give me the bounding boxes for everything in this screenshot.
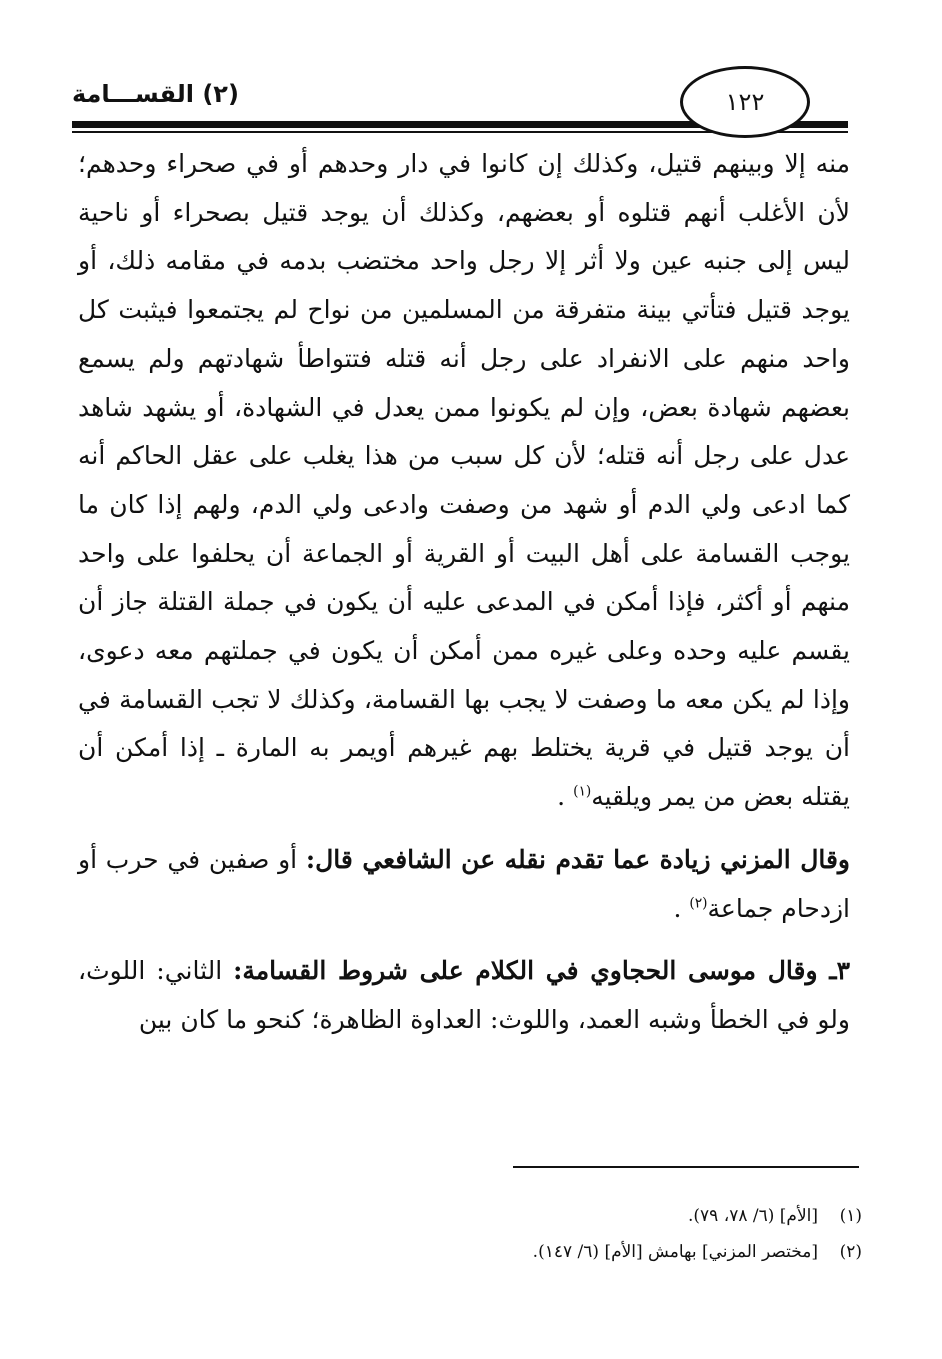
footnote-2-text: [مختصر المزني] بهامش [الأم] (٦/ ١٤٧). [532,1242,818,1262]
main-text [78,140,850,1045]
footnote-ref-1: (١) [573,783,592,800]
paragraph-2-lead: وقال المزني زيادة عما تقدم نقله عن الشافعي قال: [305,844,850,874]
footnote-2-number: (٢) [839,1242,862,1262]
footnote-1-number: (١) [839,1206,862,1226]
paragraph-3-text: الثاني: اللوث، ولو في الخطأ وشبه العمد، واللوث: العداوة الظاهرة؛ كنحو ما كان بين [78,956,850,1034]
footnote-1 [78,1198,862,1234]
footnote-ref-2: (٢) [689,895,708,912]
paragraph-3-lead: ٣ـ وقال موسى الحجاوي في الكلام على شروط القسامة: [233,956,850,986]
paragraph-1-text: منه إلا وبينهم قتيل، وكذلك إن كانوا في دار وحدهم أو في صحراء وحدهم؛ لأن الأغلب أنهم قتلوه أو بعضهم، وكذلك أن يوجد قتيل بصحراء أو ناحية ليس إلى جنبه عين ولا أثر إلا رجل واحد مختضب بدمه في مقامه ذلك، أو يوجد قتيل فتأتي بينة متفرقة من المسلمين من نواح لم يجتمعوا فيثبت كل واحد منهم على الانفراد على رجل أنه قتله فتتواطأ شهادتهم ولم يسمع بعضهم شهادة بعض، وإن لم يكونوا ممن يعدل في الشهادة، أو يشهد شاهد عدل على رجل أنه قتله؛ لأن كل سبب من هذا يغلب على عقل الحاكم أنه كما ادعى ولي الدم أو شهد من وصفت وادعى ولي الدم، ولهم إذا كان ما يوجب القسامة على أهل البيت أو القرية أو الجماعة أن يحلفوا على واحد منهم أو أكثر، فإذا أمكن في المدعى عليه أن يكون في جملة القتلة جاز أن يقسم عليه وحده وعلى غيره ممن أمكن أن يكون في جملتهم معه دعوى، وإذا لم يكن معه ما وصفت لا يجب بها القسامة، وكذلك لا تجب القسامة في أن يوجد قتيل في قرية يختلط بهم غيرهم أويمر به المارة ـ إذا أمكن أن يقتله بعض من يمر ويلقيه [78,149,851,812]
page-number-oval [680,66,810,138]
paragraph-1 [78,140,850,822]
paragraph-2-text: أو صفين في حرب أو ازدحام جماعة [78,844,850,923]
paragraph-1-end: . [557,782,566,812]
footnote-separator [513,1166,859,1168]
running-title: (٢) القســـامة [72,80,239,108]
paragraph-2-end: . [673,893,682,923]
footnote-1-text: [الأم] (٦/ ٧٨، ٧٩). [688,1206,818,1226]
footnotes [78,1198,862,1270]
page-number: ١٢٢ [725,88,765,116]
footnote-2 [78,1234,862,1270]
paragraph-3 [78,947,850,1044]
paragraph-2 [78,836,850,933]
